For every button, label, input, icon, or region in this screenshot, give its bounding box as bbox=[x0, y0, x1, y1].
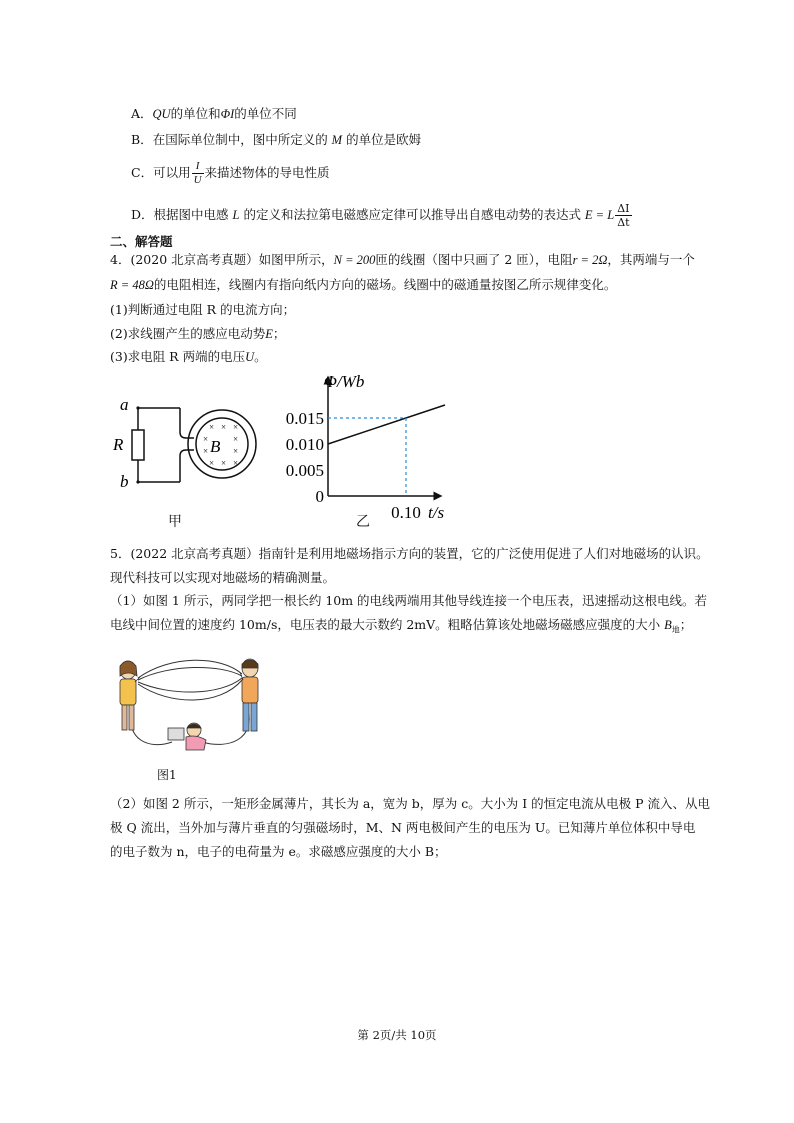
y-tick-label: 0.010 bbox=[285, 435, 324, 454]
label-R: R bbox=[113, 435, 124, 454]
wire-lead bbox=[202, 710, 249, 744]
field-cross: × bbox=[209, 422, 215, 432]
person-right bbox=[240, 659, 258, 731]
x-axis-title: t/s bbox=[428, 503, 445, 522]
q5-line-1: 5．(2022 北京高考真题）指南针是利用地磁场指示方向的装置，它的广泛使用促进了人们对地磁场的认识。 bbox=[110, 546, 709, 561]
flux-line bbox=[328, 405, 445, 444]
figure-1-illustration bbox=[110, 650, 270, 762]
wire-loop bbox=[138, 680, 242, 700]
figure-yi-caption: 乙 bbox=[356, 514, 370, 530]
q5-p1-line-2: 电线中间位置的速度约 10m/s，电压表的最大示数约 2mV。粗略估算该处地磁场磁感应强度的大小 $B_地$； bbox=[110, 617, 693, 635]
figure-1-caption: 图1 bbox=[157, 768, 177, 782]
q5-p1-line-1: （1）如图 1 所示，两同学把一根长约 10m 的电线两端用其他导线连接一个电压表，迅速摇动这根电线。若 bbox=[110, 593, 708, 608]
q5-line-2: 现代科技可以实现对地磁场的精确测量。 bbox=[110, 570, 336, 585]
field-cross: × bbox=[233, 434, 239, 444]
fraction-i-over-u: $\frac{I}{U}$ bbox=[193, 160, 202, 186]
wire-lead bbox=[131, 710, 172, 745]
figure-jia-caption: 甲 bbox=[168, 514, 182, 530]
option-b: B．在国际单位制中，图中所定义的 M 的单位是欧姆 bbox=[131, 132, 422, 147]
person-left bbox=[120, 661, 140, 730]
figure-yi-chart bbox=[270, 370, 470, 520]
option-c: C．可以用 $\frac{I}{U}$ 来描述物体的导电性质 bbox=[131, 160, 330, 186]
page-footer: 第 2页/共 10页 bbox=[357, 1028, 437, 1042]
label-a: a bbox=[120, 395, 129, 414]
person-center bbox=[168, 723, 206, 750]
coil-lead-top bbox=[180, 408, 194, 438]
field-cross: × bbox=[233, 446, 239, 456]
terminal-a-dot bbox=[136, 406, 139, 409]
y-tick-label: 0.015 bbox=[285, 409, 324, 428]
option-a: A．QU的单位和ΦI的单位不同 bbox=[131, 106, 297, 121]
section-title: 二、解答题 bbox=[110, 234, 173, 249]
field-cross: × bbox=[209, 458, 215, 468]
wire-loop bbox=[138, 660, 242, 678]
field-cross: × bbox=[203, 446, 209, 456]
q4-sub-1: (1)判断通过电阻 R 的电流方向； bbox=[110, 302, 296, 317]
field-cross: × bbox=[221, 458, 227, 468]
y-tick-label: 0.005 bbox=[285, 461, 324, 480]
q4-line-2: R = 48Ω的电阻相连，线圈内有指向纸内方向的磁场。线圈中的磁通量按图乙所示规律变化。 bbox=[110, 277, 617, 292]
field-cross: × bbox=[203, 434, 209, 444]
voltmeter-icon bbox=[168, 728, 184, 740]
fraction-delta-i-over-delta-t: $\frac{\Delta I}{\Delta t}$ bbox=[617, 202, 630, 229]
field-cross: × bbox=[233, 458, 239, 468]
label-b: b bbox=[120, 472, 129, 491]
label-B: B bbox=[210, 437, 221, 456]
q4-sub-3: (3)求电阻 R 两端的电压U。 bbox=[110, 349, 267, 364]
figure-jia-circuit bbox=[110, 390, 260, 500]
circuit-wire-top bbox=[138, 408, 180, 430]
field-cross: × bbox=[221, 422, 227, 432]
q5-p2-line-2: 极 Q 流出，当外加与薄片垂直的匀强磁场时，M、N 两电极间产生的电压为 U。已知薄片单位体积中导电 bbox=[110, 820, 696, 835]
q5-p2-line-3: 的电子数为 n，电子的电荷量为 e。求磁感应强度的大小 B； bbox=[110, 844, 447, 859]
coil-lead-bottom bbox=[180, 450, 194, 482]
y-axis-title: Φ/Wb bbox=[324, 372, 365, 391]
q4-line-1: 4．(2020 北京高考真题）如图甲所示，N = 200匝的线圈（图中只画了 2 匝），电阻r = 2Ω，其两端与一个 bbox=[110, 252, 695, 267]
wire-loop bbox=[138, 678, 242, 692]
y-tick-label: 0 bbox=[315, 487, 324, 506]
q5-p2-line-1: （2）如图 2 所示，一矩形金属薄片，其长为 a，宽为 b，厚为 c。大小为 I 的恒定电流从电极 P 流入、从电 bbox=[110, 796, 710, 811]
resistor-R bbox=[132, 430, 144, 460]
q4-sub-2: (2)求线圈产生的感应电动势E； bbox=[110, 326, 286, 341]
field-cross: × bbox=[233, 422, 239, 432]
option-d: D．根据图中电感 L 的定义和法拉第电磁感应定律可以推导出自感电动势的表达式 E = L $\frac{\Delta I}{\Delta t}$ bbox=[131, 202, 630, 229]
terminal-b-dot bbox=[136, 480, 139, 483]
x-tick-label: 0.10 bbox=[391, 503, 421, 522]
circuit-wire-bottom bbox=[138, 460, 180, 482]
